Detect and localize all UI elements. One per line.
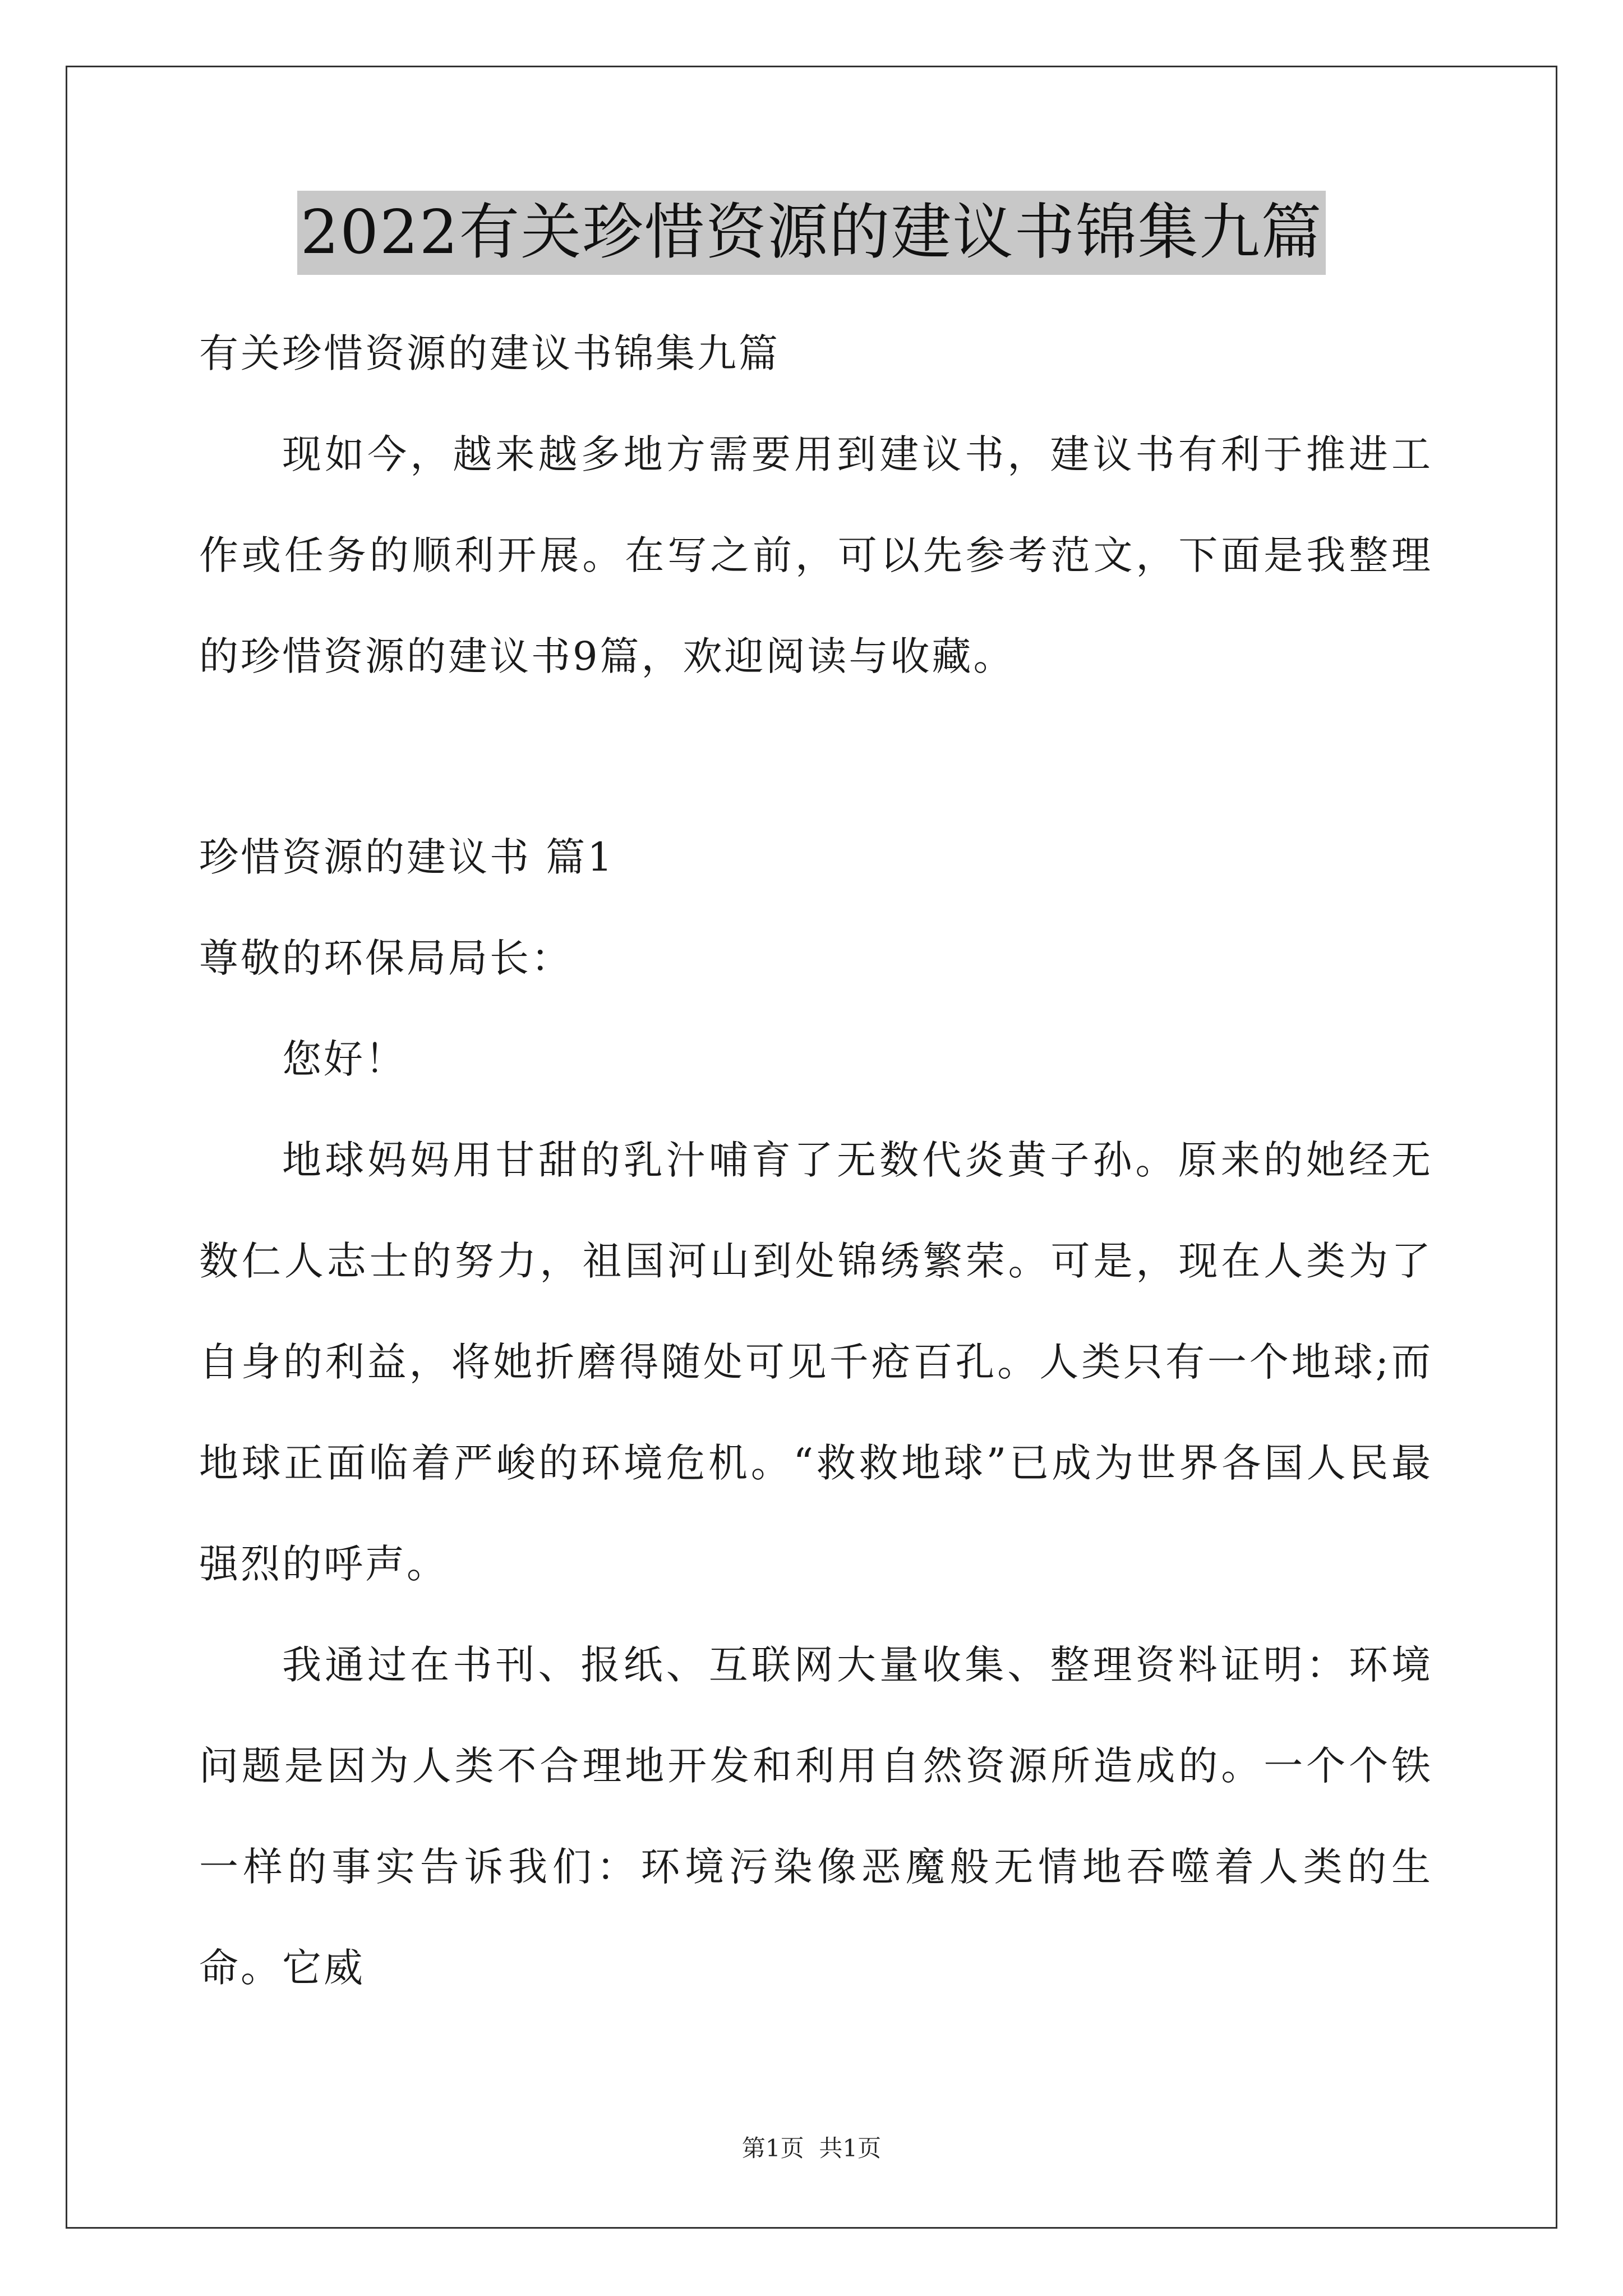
title-container — [0, 191, 1623, 275]
document-body — [199, 303, 1433, 2018]
letter-greeting: 您好！ — [282, 1036, 407, 1082]
page-footer: 第1页 共1页 — [741, 2134, 882, 2162]
letter-salutation: 尊敬的环保局局长： — [199, 935, 573, 981]
section-heading: 珍惜资源的建议书 篇1 — [199, 834, 615, 880]
document-subtitle: 有关珍惜资源的建议书锦集九篇 — [199, 330, 780, 376]
intro-paragraph: 现如今，越来越多地方需要用到建议书，建议书有利于推进工作或任务的顺利开展。在写之前，可以先参考范文，下面是我整理的珍惜资源的建议书9篇，欢迎阅读与收藏。 — [199, 431, 1433, 679]
document-title: 2022有关珍惜资源的建议书锦集九篇 — [297, 191, 1326, 275]
body-paragraph: 地球妈妈用甘甜的乳汁哺育了无数代炎黄子孙。原来的她经无数仁人志士的努力，祖国河山到处锦绣繁荣。可是，现在人类为了自身的利益，将她折磨得随处可见千疮百孔。人类只有一个地球;而地球正面临着严峻的环境危机。“救救地球”已成为世界各国人民最强烈的呼声。 — [199, 1137, 1433, 1587]
body-paragraph: 我通过在书刊、报纸、互联网大量收集、整理资料证明：环境问题是因为人类不合理地开发和利用自然资源所造成的。一个个铁一样的事实告诉我们：环境污染像恶魔般无情地吞噬着人类的生命。它威 — [199, 1642, 1433, 1991]
